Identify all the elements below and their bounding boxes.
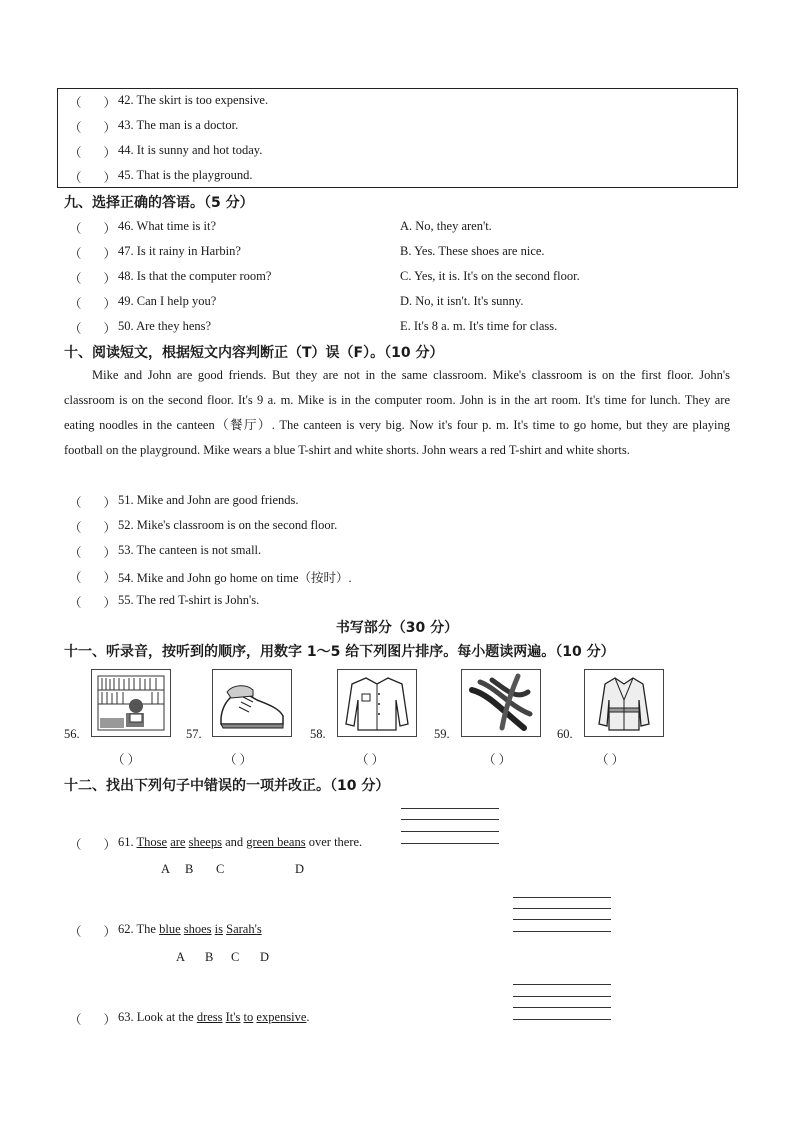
picture-label: 57. bbox=[186, 727, 202, 741]
answer-paren[interactable]: （ ） bbox=[69, 96, 117, 110]
answer-paren[interactable]: （ ） bbox=[69, 146, 117, 160]
question-item: 54. Mike and John go home on time（按时）. bbox=[118, 571, 352, 585]
sneaker-icon bbox=[212, 669, 292, 737]
paren-61[interactable]: （ ） bbox=[69, 838, 117, 852]
letter-62-b: B bbox=[205, 950, 214, 964]
answer-paren[interactable]: （ ） bbox=[69, 222, 117, 236]
question-item: 51. Mike and John are good friends. bbox=[118, 493, 299, 507]
order-blank[interactable]: （ ） bbox=[483, 753, 512, 767]
letter-61-d: D bbox=[295, 862, 305, 876]
answer-paren[interactable]: （ ） bbox=[69, 121, 117, 135]
answer-option: D. No, it isn't. It's sunny. bbox=[400, 294, 524, 308]
answer-option: C. Yes, it is. It's on the second floor. bbox=[400, 269, 580, 283]
picture-label: 56. bbox=[64, 727, 80, 741]
question-item: 47. Is it rainy in Harbin? bbox=[118, 244, 241, 258]
writing-section-header: 书写部分（30 分） bbox=[335, 620, 459, 636]
answer-paren[interactable]: （ ） bbox=[69, 171, 117, 185]
answer-line[interactable] bbox=[401, 843, 499, 844]
answer-paren[interactable]: （ ） bbox=[69, 496, 117, 510]
section9-title: 九、选择正确的答语。（5 分） bbox=[64, 195, 254, 211]
paren-63[interactable]: （ ） bbox=[69, 1013, 117, 1027]
order-blank[interactable]: （ ） bbox=[112, 753, 141, 767]
answer-line[interactable] bbox=[401, 819, 499, 820]
question-item: 52. Mike's classroom is on the second floor. bbox=[118, 518, 338, 532]
question-item: 46. What time is it? bbox=[118, 219, 217, 233]
order-blank[interactable]: （ ） bbox=[596, 753, 625, 767]
letter-61-b: B bbox=[185, 862, 194, 876]
question-item: 50. Are they hens? bbox=[118, 319, 212, 333]
question-item: 44. It is sunny and hot today. bbox=[118, 143, 263, 157]
answer-line[interactable] bbox=[513, 897, 611, 898]
shirt-icon bbox=[337, 669, 417, 737]
green-beans-icon bbox=[461, 669, 541, 737]
question-item: 49. Can I help you? bbox=[118, 294, 217, 308]
answer-paren[interactable]: （ ） bbox=[69, 247, 117, 261]
answer-paren[interactable]: （ ） bbox=[69, 596, 117, 610]
answer-line[interactable] bbox=[513, 984, 611, 985]
coat-icon bbox=[584, 669, 664, 737]
picture-label: 58. bbox=[310, 727, 326, 741]
reading-passage: Mike and John are good friends. But they are not in the same classroom. Mike's classroom is on the first floor. John's classroom is on the second floor. It's 9 a. m. Mike is in the computer room. John is in the art room. It's time for lunch. They are eating noodles in the canteen（餐厅）. The canteen is very big. Now it's four p. m. It's time to go home, but they are playing football on the playground. Mike wears a blue T-shirt and white shorts. John wears a red T-shirt and white shorts. bbox=[64, 368, 730, 457]
answer-paren[interactable]: （ ） bbox=[69, 272, 117, 286]
answer-line[interactable] bbox=[513, 919, 611, 920]
picture-label: 60. bbox=[557, 727, 573, 741]
question-item: 45. That is the playground. bbox=[118, 168, 253, 182]
answer-option: B. Yes. These shoes are nice. bbox=[400, 244, 545, 258]
answer-paren[interactable]: （ ） bbox=[69, 521, 117, 535]
answer-line[interactable] bbox=[513, 1019, 611, 1020]
order-blank[interactable]: （ ） bbox=[224, 753, 253, 767]
letter-62-d: D bbox=[260, 950, 270, 964]
question-item: 48. Is that the computer room? bbox=[118, 269, 272, 283]
answer-line[interactable] bbox=[513, 931, 611, 932]
picture-label: 59. bbox=[434, 727, 450, 741]
section12-title: 十二、找出下列句子中错误的一项并改正。（10 分） bbox=[64, 778, 390, 794]
question-item: 43. The man is a doctor. bbox=[118, 118, 239, 132]
answer-option: A. No, they aren't. bbox=[400, 219, 492, 233]
answer-line[interactable] bbox=[401, 831, 499, 832]
question-item: 53. The canteen is not small. bbox=[118, 543, 262, 557]
answer-line[interactable] bbox=[513, 908, 611, 909]
question-item: 42. The skirt is too expensive. bbox=[118, 93, 269, 107]
question-61: 61. Those are sheeps and green beans over there. bbox=[118, 835, 363, 849]
letter-62-c: C bbox=[231, 950, 240, 964]
answer-line[interactable] bbox=[513, 996, 611, 997]
question-63: 63. Look at the dress It's to expensive. bbox=[118, 1010, 310, 1024]
answer-line[interactable] bbox=[513, 1007, 611, 1008]
answer-paren[interactable]: （ ） bbox=[69, 546, 117, 560]
section11-title: 十一、听录音，按听到的顺序，用数字 1～5 给下列图片排序。每小题读两遍。（10 分） bbox=[64, 644, 615, 660]
answer-paren[interactable]: （ ） bbox=[69, 297, 117, 311]
paren-62[interactable]: （ ） bbox=[69, 925, 117, 939]
letter-61-c: C bbox=[216, 862, 225, 876]
answer-paren[interactable]: （ ） bbox=[69, 571, 117, 585]
question-62: 62. The blue shoes is Sarah's bbox=[118, 922, 262, 936]
section10-title: 十、阅读短文，根据短文内容判断正（T）误（F）。（10 分） bbox=[64, 345, 444, 361]
answer-option: E. It's 8 a. m. It's time for class. bbox=[400, 319, 558, 333]
answer-paren[interactable]: （ ） bbox=[69, 322, 117, 336]
library-reading-icon bbox=[91, 669, 171, 737]
answer-line[interactable] bbox=[401, 808, 499, 809]
order-blank[interactable]: （ ） bbox=[356, 753, 385, 767]
letter-62-a: A bbox=[176, 950, 186, 964]
letter-61-a: A bbox=[161, 862, 171, 876]
question-item: 55. The red T-shirt is John's. bbox=[118, 593, 260, 607]
